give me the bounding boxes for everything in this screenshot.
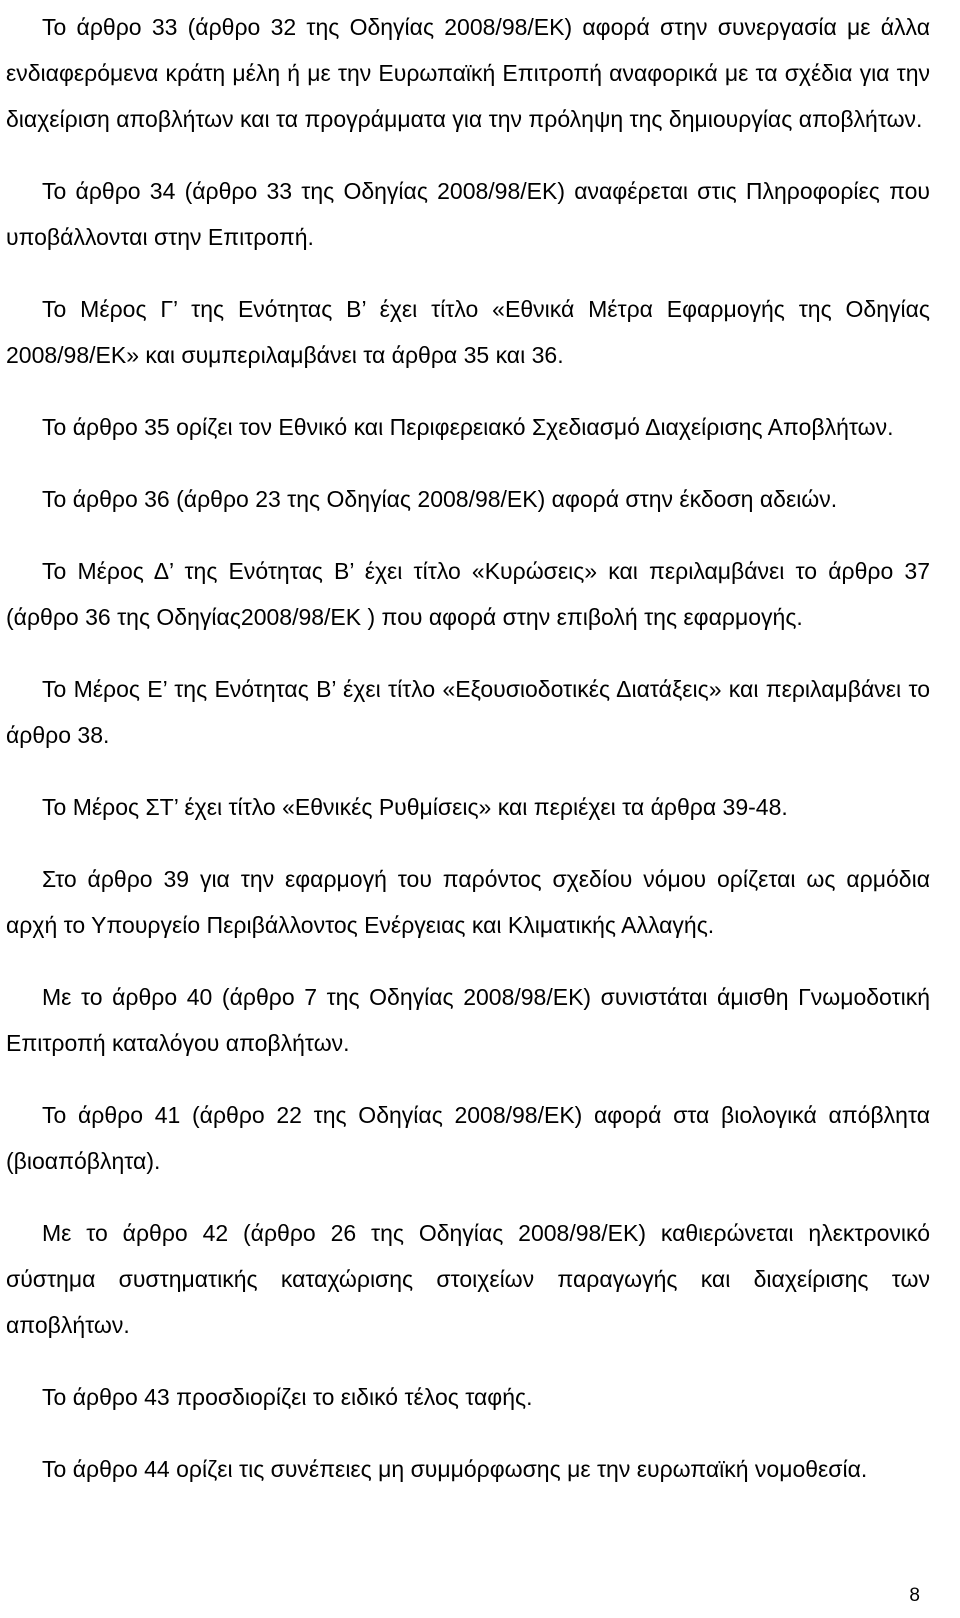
paragraph-article-36: Το άρθρο 36 (άρθρο 23 της Οδηγίας 2008/98/ΕΚ) αφορά στην έκδοση αδειών. xyxy=(42,486,838,512)
paragraph-article-40: Με το άρθρο 40 (άρθρο 7 της Οδηγίας 2008/98/ΕΚ) συνιστάται άμισθη Γνωμοδοτική Επιτροπή καταλόγου αποβλήτων. xyxy=(6,984,930,1056)
paragraph-article-34: Το άρθρο 34 (άρθρο 33 της Οδηγίας 2008/98/ΕΚ) αναφέρεται στις Πληροφορίες που υποβάλλονται στην Επιτροπή. xyxy=(6,178,930,250)
paragraph-article-39: Στο άρθρο 39 για την εφαρμογή του παρόντος σχεδίου νόμου ορίζεται ως αρμόδια αρχή το Υπουργείο Περιβάλλοντος Ενέργειας και Κλιματικής Αλλαγής. xyxy=(6,866,930,938)
paragraph-article-44: Το άρθρο 44 ορίζει τις συνέπειες μη συμμόρφωσης με την ευρωπαϊκή νομοθεσία. xyxy=(42,1456,868,1482)
paragraph-article-33: Το άρθρο 33 (άρθρο 32 της Οδηγίας 2008/98/ΕΚ) αφορά στην συνεργασία με άλλα ενδιαφερόμενα κράτη μέλη ή με την Ευρωπαϊκή Επιτροπή αναφορικά με τα σχέδια για την διαχείριση αποβλήτων και τα προγράμματα για την πρόληψη της δημιουργίας αποβλήτων. xyxy=(6,14,930,132)
paragraph-part-st: Το Μέρος ΣΤ’ έχει τίτλο «Εθνικές Ρυθμίσεις» και περιέχει τα άρθρα 39-48. xyxy=(42,794,788,820)
paragraph-part-d: Το Μέρος Δ’ της Ενότητας Β’ έχει τίτλο «Κυρώσεις» και περιλαμβάνει το άρθρο 37 (άρθρο 36 της Οδηγίας2008/98/ΕΚ ) που αφορά στην επιβολή της εφαρμογής. xyxy=(6,558,930,630)
page-number: 8 xyxy=(909,1585,920,1606)
paragraph-part-c: Το Μέρος Γ’ της Ενότητας Β’ έχει τίτλο «Εθνικά Μέτρα Εφαρμογής της Οδηγίας 2008/98/ΕΚ» και συμπεριλαμβάνει τα άρθρα 35 και 36. xyxy=(6,296,930,368)
paragraph-article-42: Με το άρθρο 42 (άρθρο 26 της Οδηγίας 2008/98/ΕΚ) καθιερώνεται ηλεκτρονικό σύστημα συστηματικής καταχώρισης στοιχείων παραγωγής και διαχείρισης των αποβλήτων. xyxy=(6,1220,930,1338)
paragraph-article-35: Το άρθρο 35 ορίζει τον Εθνικό και Περιφερειακό Σχεδιασμό Διαχείρισης Αποβλήτων. xyxy=(42,414,894,440)
paragraph-article-41: Το άρθρο 41 (άρθρο 22 της Οδηγίας 2008/98/ΕΚ) αφορά στα βιολογικά απόβλητα (βιοαπόβλητα). xyxy=(6,1102,930,1174)
document-body xyxy=(6,0,930,1518)
paragraph-article-43: Το άρθρο 43 προσδιορίζει το ειδικό τέλος ταφής. xyxy=(42,1384,533,1410)
paragraph-part-e: Το Μέρος Ε’ της Ενότητας Β’ έχει τίτλο «Εξουσιοδοτικές Διατάξεις» και περιλαμβάνει το άρθρο 38. xyxy=(6,676,930,748)
